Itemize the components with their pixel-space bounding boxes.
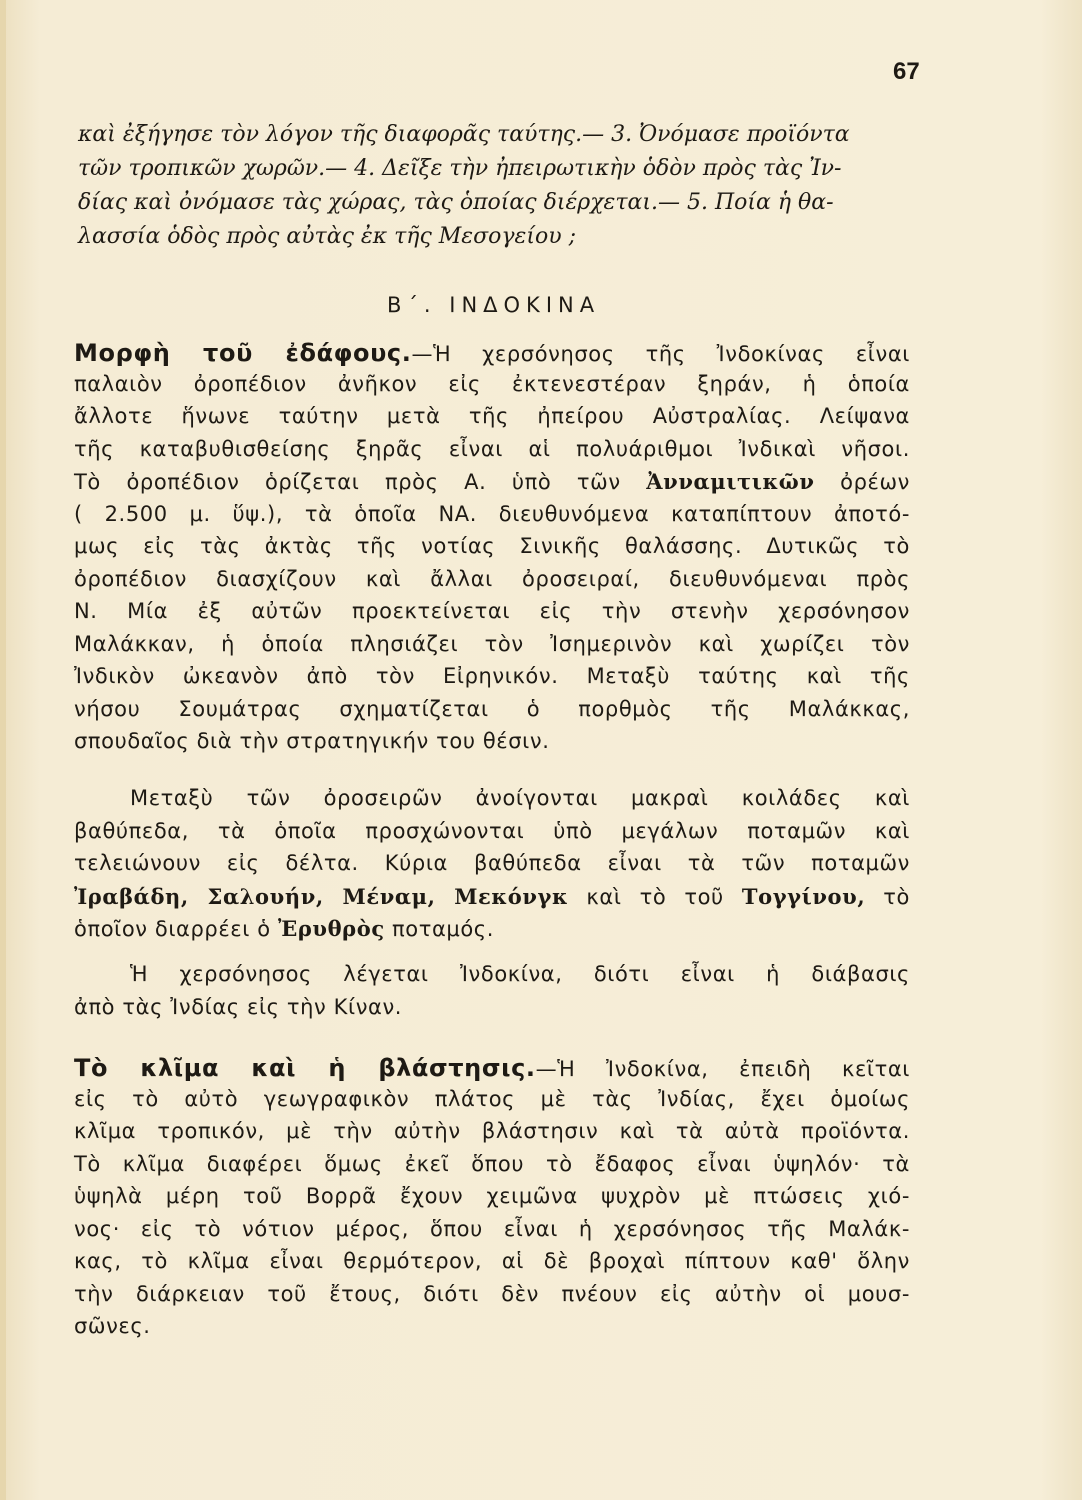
paragraph-valleys bbox=[74, 786, 910, 949]
text-line: ἄλλοτε ἥνωνε ταύτην μετὰ τῆς ἠπείρου Αὐστραλίας. Λείψανα bbox=[74, 404, 910, 428]
emphasized-term: Ἀνναμιτικῶν bbox=[646, 469, 815, 494]
question-line: λασσία ὁδὸς πρὸς αὐτὰς ἐκ τῆς Μεσογείου ; bbox=[78, 224, 576, 249]
text-line: Μαλάκκαν, ἡ ὁποία πλησιάζει τὸν Ἰσημερινὸν καὶ χωρίζει τὸν bbox=[74, 631, 910, 656]
text-line: Μορφὴ τοῦ ἐδάφους.—Ἡ χερσόνησος τῆς Ἰνδοκίνας εἶναι bbox=[74, 339, 910, 367]
text-line: Ἰνδικὸν ὠκεανὸν ἀπὸ τὸν Εἰρηνικόν. Μεταξὺ ταύτης καὶ τῆς bbox=[74, 664, 910, 688]
text-line: εἰς τὸ αὐτὸ γεωγραφικὸν πλάτος μὲ τὰς Ἰνδίας, ἔχει ὁμοίως bbox=[74, 1086, 910, 1111]
question-line: καὶ ἐξήγησε τὸν λόγον τῆς διαφορᾶς ταύτης.— 3. Ὀνόμασε προϊόντα bbox=[78, 122, 850, 147]
text-line: ( 2.500 μ. ὕψ.), τὰ ὁποῖα ΝΑ. διευθυνόμενα καταπίπτουν ἀποτό- bbox=[74, 501, 910, 526]
text-line: κας, τὸ κλῖμα εἶναι θερμότερον, αἱ δὲ βροχαὶ πίπτουν καθ' ὅλην bbox=[74, 1249, 910, 1273]
text-line: σπουδαῖος διὰ τὴν στρατηγικήν του θέσιν. bbox=[74, 729, 550, 753]
text-line: κλῖμα τροπικόν, μὲ τὴν αὐτὴν βλάστησιν καὶ τὰ αὐτὰ προϊόντα. bbox=[74, 1119, 910, 1143]
paragraph-title: Τὸ κλῖμα καὶ ἡ βλάστησις. bbox=[74, 1054, 536, 1082]
text-line: ὑψηλὰ μέρη τοῦ Βορρᾶ ἔχουν χειμῶνα ψυχρὸν μὲ πτώσεις χιό- bbox=[74, 1184, 910, 1208]
emphasized-term: Τογγίνου, bbox=[741, 883, 866, 909]
text-line: Τὸ κλῖμα διαφέρει ὅμως ἐκεῖ ὅπου τὸ ἔδαφος εἶναι ὑψηλόν· τὰ bbox=[74, 1151, 910, 1176]
text-line: Ἰραβάδη, Σαλουήν, Μέναμ, Μεκόνγκ καὶ τὸ τοῦ Τογγίνου, τὸ bbox=[74, 883, 911, 909]
text-line: τελειώνουν εἰς δέλτα. Κύρια βαθύπεδα εἶναι τὰ τῶν ποταμῶν bbox=[74, 851, 910, 875]
text-line: νος· εἰς τὸ νότιον μέρος, ὅπου εἶναι ἡ χερσόνησος τῆς Μαλάκ- bbox=[74, 1216, 910, 1241]
text-line: μως εἰς τὰς ἀκτὰς τῆς νοτίας Σινικῆς θαλάσσης. Δυτικῶς τὸ bbox=[74, 534, 910, 558]
text-line: ὀροπέδιον διασχίζουν καὶ ἄλλαι ὀροσειραί, διευθυνόμεναι πρὸς bbox=[74, 566, 910, 591]
page-number: 67 bbox=[893, 58, 920, 85]
paragraph-climate bbox=[74, 1054, 910, 1347]
text-line: ἀπὸ τὰς Ἰνδίας εἰς τὴν Κίναν. bbox=[74, 994, 403, 1019]
text-line: Ἡ χερσόνησος λέγεται Ἰνδοκίνα, διότι εἶναι ἡ διάβασις bbox=[130, 962, 910, 986]
question-line: δίας καὶ ὀνόμασε τὰς χώρας, τὰς ὁποίας διέρχεται.— 5. Ποία ἡ θα- bbox=[78, 190, 834, 215]
text-line: Τὸ ὀροπέδιον ὁρίζεται πρὸς Α. ὑπὸ τῶν Ἀνναμιτικῶν ὀρέων bbox=[74, 469, 910, 494]
text-line: βαθύπεδα, τὰ ὁποῖα προσχώνονται ὑπὸ μεγάλων ποταμῶν καὶ bbox=[74, 818, 910, 843]
text-line: τὴν διάρκειαν τοῦ ἔτους, διότι δὲν πνέουν εἰς αὐτὴν οἱ μουσ- bbox=[74, 1281, 910, 1306]
question-line: τῶν τροπικῶν χωρῶν.— 4. Δεῖξε τὴν ἠπειρωτικὴν ὁδὸν πρὸς τὰς Ἰν- bbox=[78, 156, 842, 181]
emphasized-term: Ἰραβάδη, Σαλουήν, Μέναμ, Μεκόνγκ bbox=[74, 883, 569, 909]
text-line: σῶνες. bbox=[74, 1314, 151, 1338]
review-questions bbox=[78, 118, 914, 254]
paragraph-name-origin bbox=[74, 962, 910, 1027]
paragraph-landform bbox=[74, 339, 910, 762]
page-edge bbox=[0, 0, 6, 1500]
text-line: τῆς καταβυθισθείσης ξηρᾶς εἶναι αἱ πολυάριθμοι Ἰνδικαὶ νῆσοι. bbox=[74, 436, 910, 461]
text-line: Τὸ κλῖμα καὶ ἡ βλάστησις.—Ἡ Ἰνδοκίνα, ἐπειδὴ κεῖται bbox=[74, 1054, 910, 1082]
text-line: ὁποῖον διαρρέει ὁ Ἐρυθρὸς ποταμός. bbox=[74, 916, 495, 941]
text-line: νήσου Σουμάτρας σχηματίζεται ὁ πορθμὸς τῆς Μαλάκκας, bbox=[74, 696, 910, 721]
paragraph-title: Μορφὴ τοῦ ἐδάφους. bbox=[74, 339, 412, 367]
text-line: Ν. Μία ἐξ αὐτῶν προεκτείνεται εἰς τὴν στενὴν χερσόνησον bbox=[74, 599, 910, 623]
text-line: Μεταξὺ τῶν ὀροσειρῶν ἀνοίγονται μακραὶ κοιλάδες καὶ bbox=[130, 786, 910, 810]
text-line: παλαιὸν ὀροπέδιον ἀνῆκον εἰς ἐκτενεστέραν ξηράν, ἡ ὁποία bbox=[74, 371, 910, 396]
emphasized-term: Ἐρυθρὸς bbox=[277, 916, 385, 941]
section-heading: Β΄. ΙΝΔΟΚΙΝΑ bbox=[387, 293, 601, 317]
